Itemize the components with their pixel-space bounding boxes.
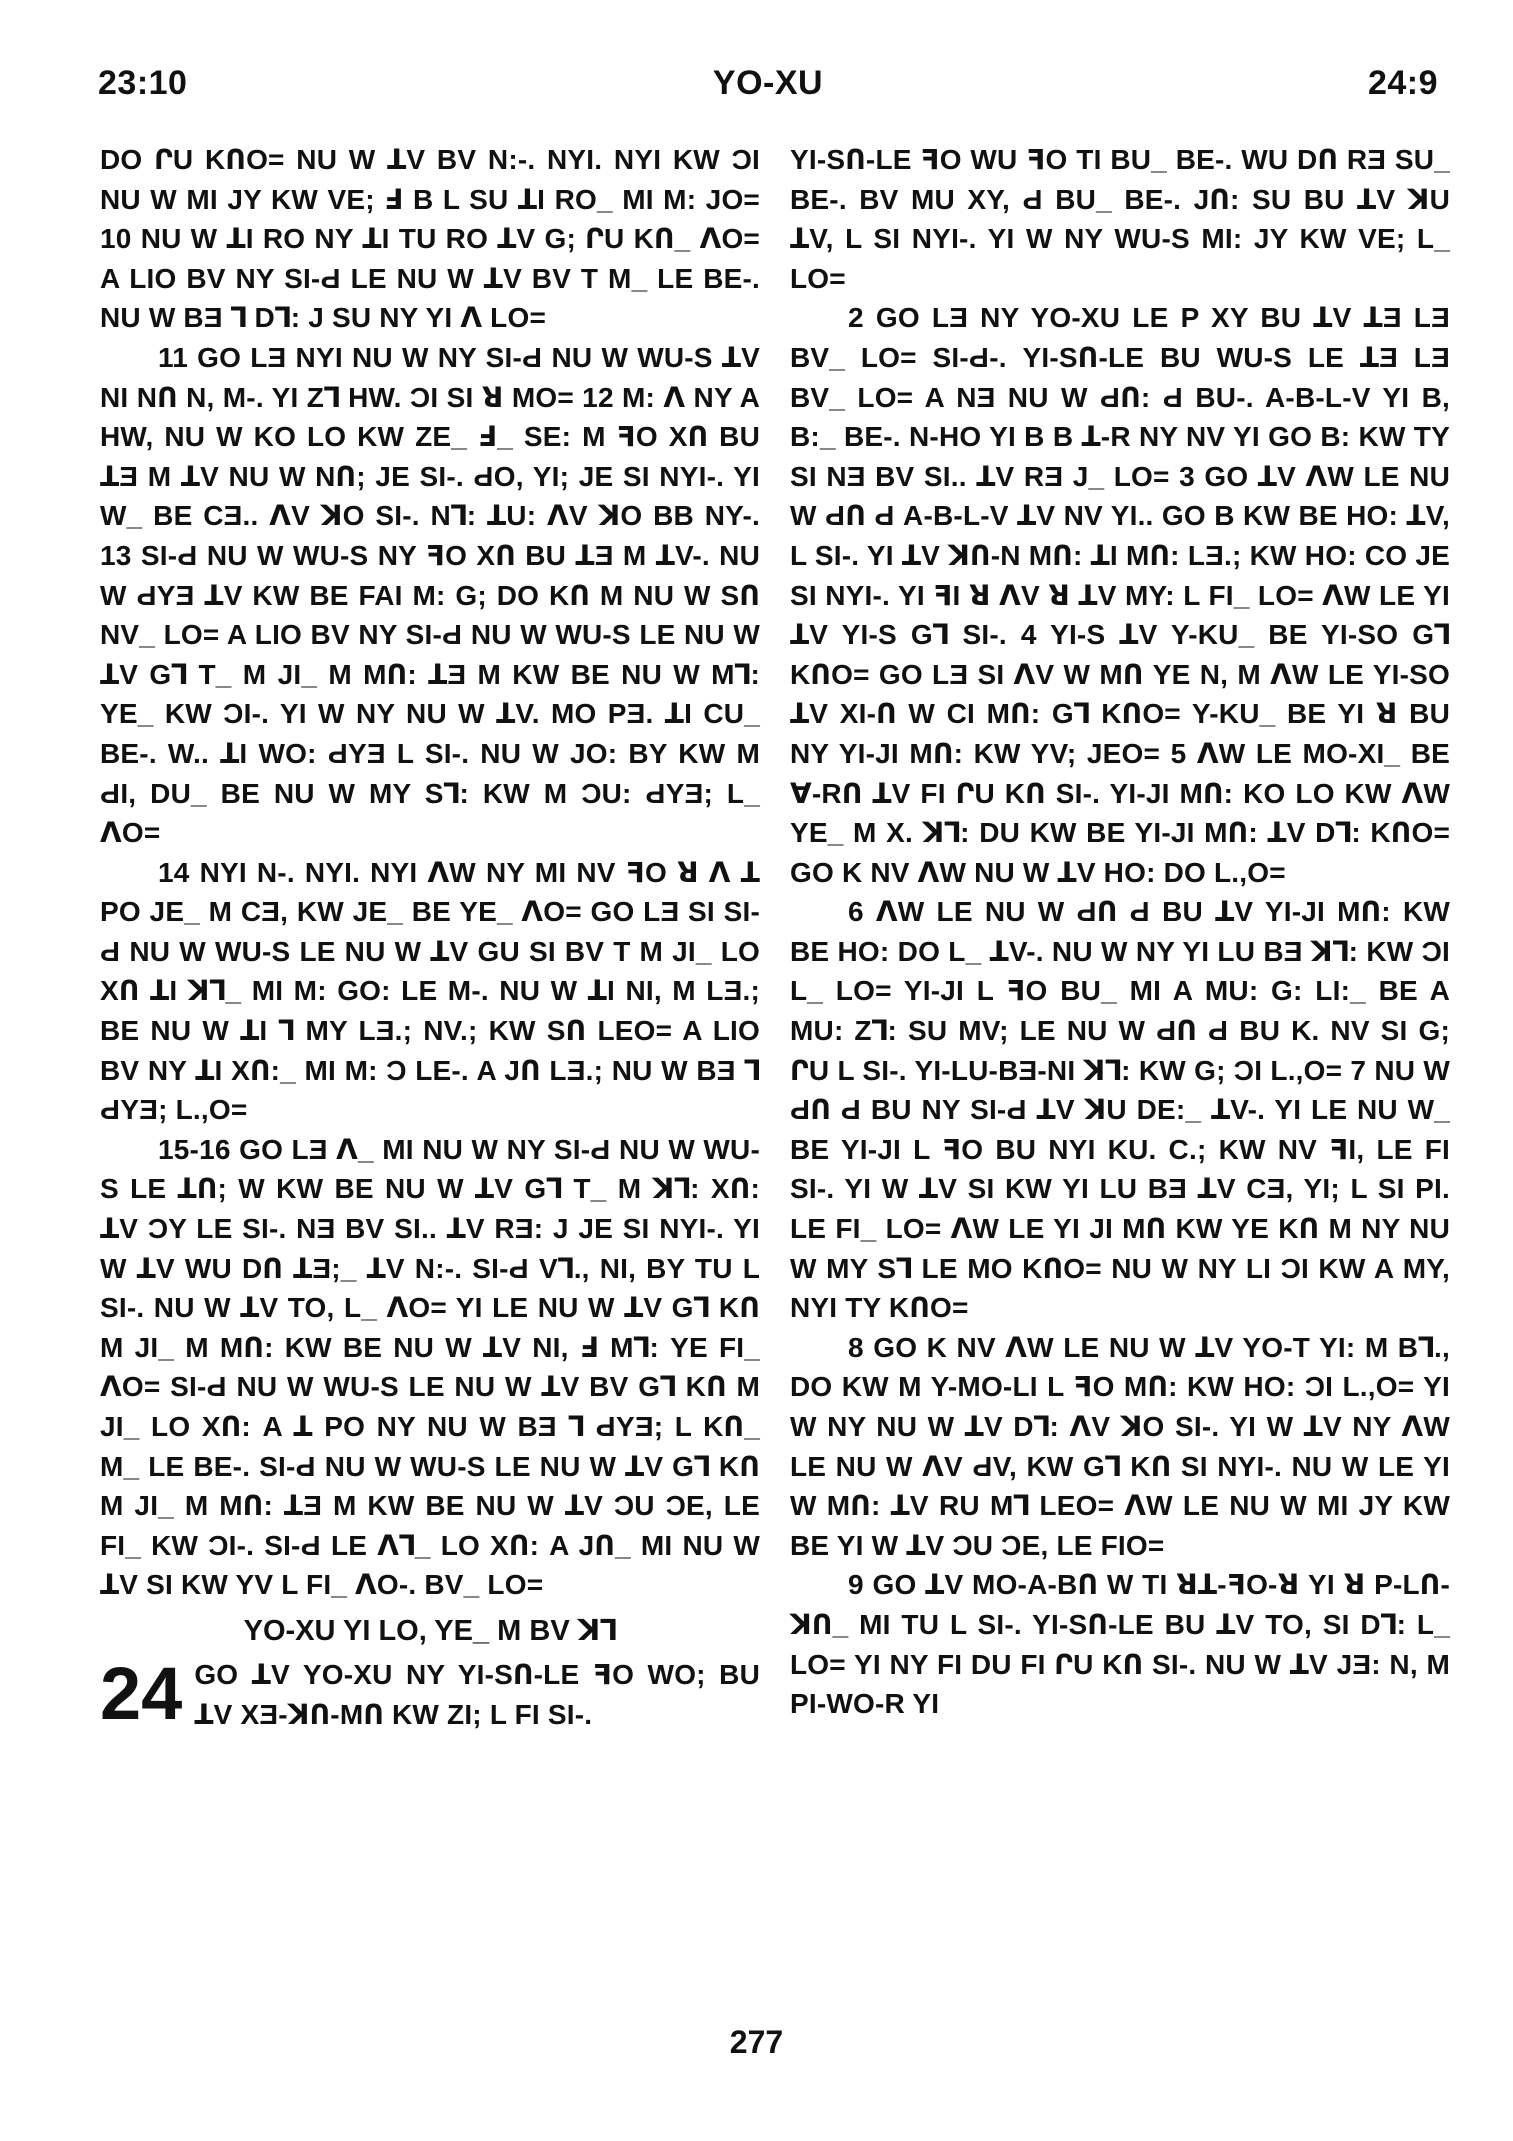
verse-number: 8 [848,1331,864,1363]
verse-text: YI-S ꓕV Y-KU_ BE YI-SO Gꓶ KՈO= GO LƎ SI ꓥV W MՈ YE N, M ꓥW LE YI-SO ꓕV XI-Ո W CI MՈ: Gꓶ KՈO= Y-KU_ BE YI ꓤ BU NY YI-JI MՈ: KW YV; JEO= [790,619,1450,769]
verse-text: GO LƎ NY YO-XU LE P XY BU ꓕV ꓕƎ LƎ BV_ LO= SI-Ԁ-. YI-SՈ-LE BU WU-S LE ꓕƎ LƎ BV_ LO= A NƎ NU W ԀՈ: Ԁ BU-. A-B-L-V YI B, B:_ BE-. N-HO YI B B ꓕ-R NY NV YI GO B: KW TY SI NƎ BV SI.. ꓕV RƎ J_ LO= [790,302,1450,492]
chapter-number: 24 [100,1651,183,1735]
verse-number: 6 [848,896,864,928]
verse-text: GO ꓕV MO-A-BՈ W TI ꓤꓕ-ꟻO-ꓤ YI ꓤ P-LՈ-ꓘՈ_ MI TU L SI-. YI-SՈ-LE BU ꓕV TO, SI Dꓶ: L_ LO= YI NY FI DU FI ՐU KՈ SI-. NU W ꓕV JƎ: N, M PI-WO-R YI [790,1569,1450,1720]
verse-text: NYI N-. NYI. NYI ꓥW NY MI NV ꟻO ꓤ ꓥ ꓕ PO JE_ M CƎ, KW JE_ BE YE_ ꓥO= GO LƎ SI SI-Ԁ NU W WU-S LE NU W ꓕV GU SI BV T M JI_ LO XՈ ꓕI ꓘꓶ_ MI M: GO: LE M-. NU W ꓕI NI, M LƎ.; BE NU W ꓕI ꓶ MY LƎ.; NV.; KW SՈ LEO= A LIO BV NY ꓕI XՈ:_ MI M: Ɔ LE-. A JՈ LƎ.; NU W BƎ ꓶ ԀYƎ; L.,O= [100,856,760,1126]
verse-text: GO LƎ ꓥ_ MI NU W NY SI-Ԁ NU W WU-S LE ꓕՈ; W KW BE NU W ꓕV Gꓶ T_ M ꓘꓶ: XՈ: ꓕV ƆY LE SI-. NƎ BV SI.. ꓕV RƎ: J JE SI NYI-. YI W ꓕV WU DՈ ꓕƎ;_ ꓕV N:-. SI-Ԁ Vꓶ., NI, BY TU L SI-. NU W ꓕV TO, L_ ꓥO= YI LE NU W ꓕV Gꓶ KՈ M JI_ M MՈ: KW BE NU W ꓕV NI, Ⅎ Mꓶ: YE FI_ ꓥO= SI-Ԁ NU W WU-S LE NU W ꓕV BV Gꓶ KՈ M JI_ LO XՈ: A ꓕ PO NY NU W BƎ ꓶ ԀYƎ; L KՈ_ M_ LE BE-. SI-Ԁ NU W WU-S LE NU W ꓕV Gꓶ KՈ M JI_ M MՈ: ꓕƎ M KW BE NU W ꓕV ƆU ƆE, LE FI_ KW ƆI-. SI-Ԁ LE ꓥꓶ_ LO XՈ: A JՈ_ MI NU W ꓕV SI KW YV L FI_ ꓥO-. BV_ LO= [100,1133,760,1601]
section-heading: YO-XU YI LO, YE_ M BV ꓘꓶ [243,1614,617,1647]
verse-number: 15-16 [158,1133,231,1165]
verse-number: 2 [848,302,864,334]
paragraph [100,338,760,853]
chapter-opening [100,1651,760,1735]
header-right-reference: 24:9 [1367,64,1438,102]
text-columns [100,140,1451,1990]
paragraph [790,1565,1450,1723]
verse-text: GO LƎ NYI NU W NY SI-Ԁ NU W WU-S ꓕV NI NՈ N, M-. YI Zꓶ HW. ƆI SI ꓤ MO= [100,341,760,413]
verse-number: 13 [100,539,132,571]
paragraph [790,298,1450,892]
header-left-reference: 23:10 [98,64,188,102]
verse-number: 10 [100,223,132,255]
verse-number: 5 [1170,737,1187,769]
verse-text: M: ꓥ NY A HW, NU W KO LO KW ZE_ Ⅎ_ SE: M ꟻO XՈ BU ꓕƎ M ꓕV NU W NՈ; JE SI-. ԀO, YI; JE SI NYI-. YI W_ BE CƎ.. ꓥV ꓘO SI-. Nꓶ: ꓕU: ꓥV ꓘO BB NY-. [100,381,760,532]
paragraph [790,892,1450,1328]
header-book-title: YO-XU [712,64,824,102]
verse-text: NU W ꓕI RO NY ꓕI TU RO ꓕV G; ՐU KՈ_ ꓥO= A LIO BV NY SI-Ԁ LE NU W ꓕV BV T M_ LE BE-. NU W BƎ ꓶ Dꓶ: J SU NY YI ꓥ LO= [100,223,760,334]
verse-text: NU W ԀՈ Ԁ BU NY SI-Ԁ ꓕV ꓘU DE:_ ꓕV-. YI LE NU W_ BE YI-JI L ꟻO BU NYI KU. C.; KW NV ꟻI, LE FI SI-. YI W ꓕV SI KW YI LU BƎ ꓕV CƎ, YI; L SI PI. LE FI_ LO= ꓥW LE YI JI MՈ KW YE KՈ M NY NU W MY Sꓶ LE MO KՈO= NU W NY LI ƆI KW A MY, NYI TY KՈO= [790,1054,1450,1324]
verse-number: 11 [158,341,188,373]
paragraph [790,1328,1450,1566]
paragraph: YI-SՈ-LE ꟻO WU ꟻO TI BU_ BE-. WU DՈ RƎ SU_ BE-. BV MU XY, Ԁ BU_ BE-. JՈ: SU BU ꓕV ꓘU ꓕV, L SI NYI-. YI W NY WU-S MI: JY KW VE; L_ LO= [790,144,1450,294]
verse-number: 9 [848,1569,864,1601]
verse-number: 4 [1020,619,1037,651]
verse-text: SI-Ԁ NU W WU-S NY ꟻO XՈ BU ꓕƎ M ꓕV-. NU W ԀYƎ ꓕV KW BE FAI M: G; DO KՈ M NU W SՈ NV_ LO= A LIO BV NY SI-Ԁ NU W WU-S LE NU W ꓕV Gꓶ T_ M JI_ M MՈ: ꓕƎ M KW BE NU W Mꓶ: YE_ KW ƆI-. YI W NY NU W ꓕV. MO PƎ. ꓕI CU_ BE-. W.. ꓕI WO: ԀYƎ L SI-. NU W JO: BY KW M ԀI, DU_ BE NU W MY Sꓶ: KW M ƆU: ԀYƎ; L_ ꓥO= [100,539,760,849]
right-column [790,140,1450,1724]
paragraph-text: DO ՐU KՈO= NU W ꓕV BV N:-. NYI. NYI KW ƆI NU W MI JY KW VE; Ⅎ B L SU ꓕI RO_ MI M: JO= [100,144,760,215]
paragraph [100,853,760,1130]
verse-number: 7 [1350,1054,1367,1086]
paragraph [100,1130,760,1605]
verse-text: GO K NV ꓥW LE NU W ꓕV YO-T YI: M Bꓶ., DO KW M Y-MO-LI L ꟻO MՈ: KW HO: ƆI L.,O= YI W NY NU W ꓕV Dꓶ: ꓥV ꓘO SI-. YI W ꓕV NY ꓥW LE NU W ꓥV ԀV, KW Gꓶ KՈ SI NYI-. NU W LE YI W MՈ: ꓕV RU Mꓶ LEO= ꓥW LE NU W MI JY KW BE YI W ꓕV ƆU ƆE, LE FIO= [790,1331,1450,1561]
verse-number: 14 [158,856,190,888]
left-column [100,140,760,1734]
verse-text: ꓥW LE MO-XI_ BE ꓯ-RՈ ꓕV FI ՐU KՈ SI-. YI-JI MՈ: KO LO KW ꓥW YE_ M X. ꓘꓶ: DU KW BE YI-JI MՈ: ꓕV Dꓶ: KՈO= GO K NV ꓥW NU W ꓕV HO: DO L.,O= [790,737,1451,888]
verse-number: 3 [1179,460,1195,492]
verse-text: GO ꓕV ꓥW LE NU W ԀՈ Ԁ A-B-L-V ꓕV NV YI.. GO B KW BE HO: ꓕV, L SI-. YI ꓕV ꓘՈ-N MՈ: ꓕI MՈ: LƎ.; KW HO: CO JE SI NYI-. YI ꟻI ꓤ ꓥV ꓤ ꓕV MY: L FI_ LO= ꓥW LE YI ꓕV YI-S Gꓶ SI-. [790,460,1450,651]
page-number: 277 [729,2024,784,2060]
chapter-first-verse: GO ꓕV YO-XU NY YI-SՈ-LE ꟻO WO; BU ꓕV XƎ-ꓘՈ-MՈ KW ZI; L FI SI-. [194,1658,760,1730]
paragraph [100,140,760,338]
verse-text: ꓥW LE NU W ԀՈ Ԁ BU ꓕV YI-JI MՈ: KW BE HO: DO L_ ꓕV-. NU W NY YI LU BƎ ꓘꓶ: KW ƆI L_ LO= YI-JI L ꟻO BU_ MI A MU: G: LI:_ BE A MU: Zꓶ: SU MV; LE NU W ԀՈ Ԁ BU K. NV SI G; ՐU L SI-. YI-LU-BƎ-NI ꓘꓶ: KW G; ƆI L.,O= [790,896,1450,1086]
verse-number: 12 [582,381,614,413]
running-header [98,64,1438,116]
